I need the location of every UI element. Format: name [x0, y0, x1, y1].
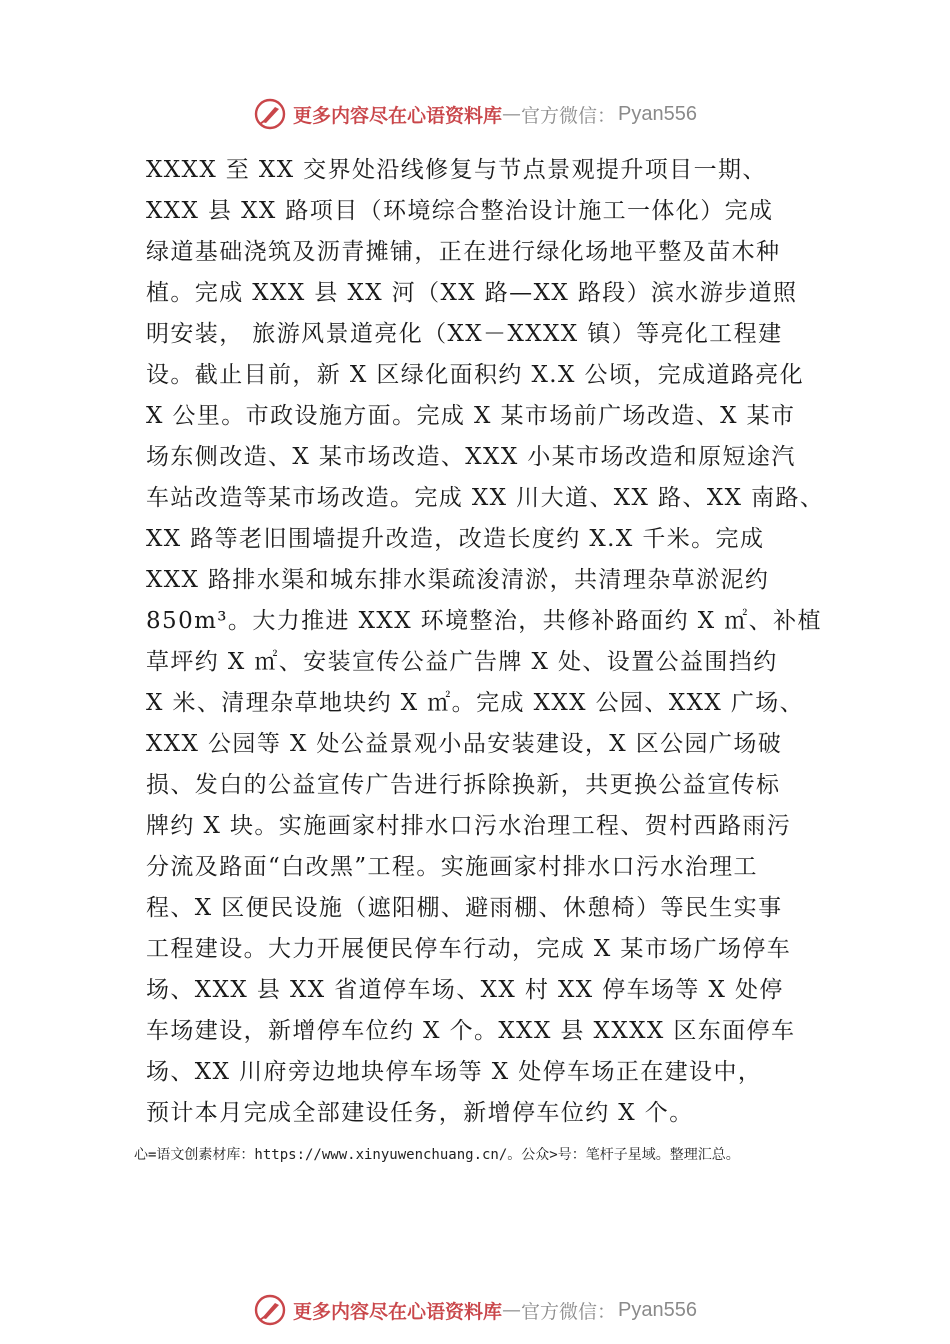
body-line: 车场建设，新增停车位约 X 个。XXX 县 XXXX 区东面停车 — [146, 1018, 796, 1044]
watermark-title: 更多内容尽在心语资料库 — [293, 104, 503, 127]
body-line: XXX 公园等 X 处公益景观小品安装建设，X 区公园广场破 — [146, 731, 783, 757]
body-line: 预计本月完成全部建设任务，新增停车位约 X 个。 — [146, 1100, 694, 1126]
body-line: 场东侧改造、X 某市场改造、XXX 小某市场改造和原短途汽 — [146, 444, 796, 470]
body-line: 草坪约 X ㎡、安装宣传公益广告牌 X 处、设置公益围挡约 — [146, 649, 778, 675]
quill-seal-logo-icon — [253, 97, 287, 131]
body-line: XXX 路排水渠和城东排水渠疏浚清淤，共清理杂草淤泥约 — [146, 567, 770, 593]
watermark-banner-top — [0, 94, 950, 134]
body-line: 程、X 区便民设施（遮阳棚、避雨棚、休憩椅）等民生实事 — [146, 895, 783, 921]
body-line: XXXX 至 XX 交界处沿线修复与节点景观提升项目一期、 — [146, 157, 767, 183]
watermark-wechat-id: Pyan556 — [618, 1298, 697, 1321]
document-body — [146, 150, 826, 1134]
watermark-wechat-id: Pyan556 — [618, 102, 697, 125]
body-line: 损、发白的公益宣传广告进行拆除换新，共更换公益宣传标 — [146, 772, 781, 798]
watermark-banner-bottom — [0, 1290, 950, 1330]
body-line: X 公里。市政设施方面。完成 X 某市场前广场改造、X 某市 — [146, 403, 796, 429]
body-line: 设。截止目前，新 X 区绿化面积约 X.X 公顷，完成道路亮化 — [146, 362, 805, 388]
quill-seal-logo-icon — [253, 1293, 287, 1327]
body-line: XX 路等老旧围墙提升改造，改造长度约 X.X 千米。完成 — [146, 526, 765, 552]
body-line: 明安装， 旅游风景道亮化（XX－XXXX 镇）等亮化工程建 — [146, 321, 783, 347]
watermark-wechat-label: 官方微信： — [521, 1300, 617, 1323]
watermark-wechat-label: 官方微信： — [521, 104, 617, 127]
body-line: 场、XXX 县 XX 省道停车场、XX 村 XX 停车场等 X 处停 — [146, 977, 784, 1003]
watermark-dash: — — [502, 103, 522, 125]
source-footnote: 心=语文创素材库：https://www.xinyuwenchuang.cn/。公众>号：笔杆子星域。整理汇总。 — [134, 1147, 740, 1163]
body-line: 车站改造等某市场改造。完成 XX 川大道、XX 路、XX 南路、 — [146, 485, 825, 511]
body-line: 牌约 X 块。实施画家村排水口污水治理工程、贺村西路雨污 — [146, 813, 792, 839]
body-line: 工程建设。大力开展便民停车行动，完成 X 某市场广场停车 — [146, 936, 792, 962]
body-line: XXX 县 XX 路项目（环境综合整治设计施工一体化）完成 — [146, 198, 774, 224]
body-line: 分流及路面“白改黑”工程。实施画家村排水口污水治理工 — [146, 854, 758, 880]
body-line: 850m³。大力推进 XXX 环境整治，共修补路面约 X ㎡、补植 — [146, 608, 822, 634]
body-line: 绿道基础浇筑及沥青摊铺，正在进行绿化场地平整及苗木种 — [146, 239, 781, 265]
body-line: 场、XX 川府旁边地块停车场等 X 处停车场正在建设中， — [146, 1059, 763, 1085]
watermark-title: 更多内容尽在心语资料库 — [293, 1300, 503, 1323]
body-line: 植。完成 XXX 县 XX 河（XX 路—XX 路段）滨水游步道照 — [146, 280, 798, 306]
watermark-dash: — — [502, 1299, 522, 1321]
body-line: X 米、清理杂草地块约 X ㎡。完成 XXX 公园、XXX 广场、 — [146, 690, 805, 716]
